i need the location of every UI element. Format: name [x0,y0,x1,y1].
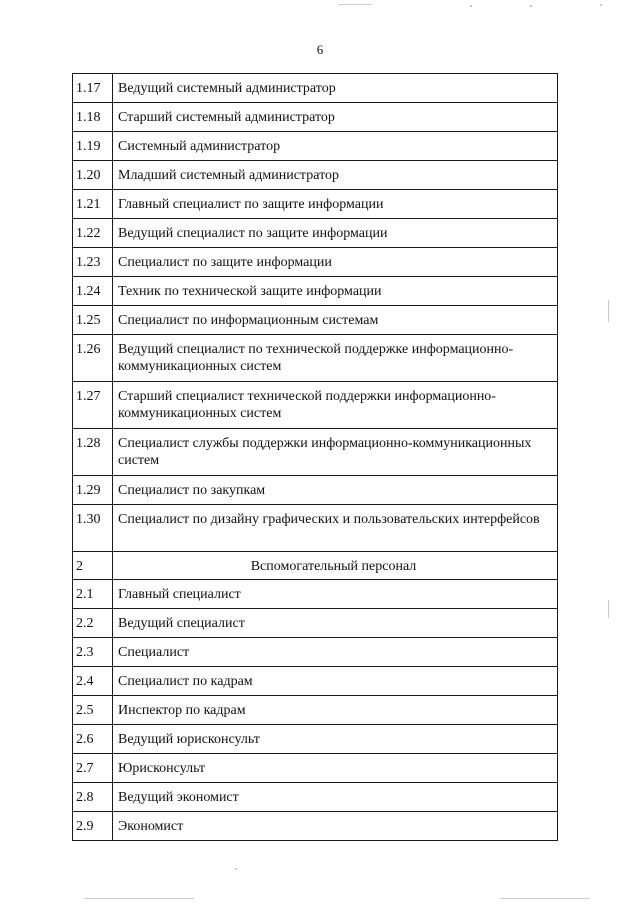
row-number: 2.6 [73,725,113,754]
table-row [73,429,558,476]
row-number: 2.4 [73,667,113,696]
table-row [73,812,558,841]
row-number: 2.9 [73,812,113,841]
position-title: Специалист по информационным системам [113,306,558,335]
position-title: Ведущий юрисконсульт [113,725,558,754]
position-title: Специалист [113,638,558,667]
table-row [73,505,558,552]
table-row [73,248,558,277]
positions-table-body [73,74,558,841]
position-title: Специалист службы поддержки информационно-коммуникационных систем [113,429,558,476]
scan-artifact [608,300,609,322]
row-number: 2.3 [73,638,113,667]
row-number: 1.28 [73,429,113,476]
position-title: Специалист по дизайну графических и пользовательских интерфейсов [113,505,558,552]
scan-artifact [530,5,532,7]
table-row [73,74,558,103]
position-title: Ведущий специалист [113,609,558,638]
table-row [73,476,558,505]
row-number: 2.8 [73,783,113,812]
table-row [73,161,558,190]
section-title: Вспомогательный персонал [113,552,558,580]
row-number: 1.27 [73,382,113,429]
position-title: Инспектор по кадрам [113,696,558,725]
scan-artifact [470,5,472,7]
table-row [73,190,558,219]
scan-artifact [500,898,590,899]
scan-artifact [600,4,602,6]
position-title: Ведущий экономист [113,783,558,812]
row-number: 1.18 [73,103,113,132]
scan-artifact [608,600,609,618]
position-title: Специалист по защите информации [113,248,558,277]
scan-artifact [338,4,372,5]
table-row [73,783,558,812]
row-number: 1.23 [73,248,113,277]
table-row [73,335,558,382]
table-row [73,667,558,696]
table-row [73,580,558,609]
table-row [73,754,558,783]
table-row [73,638,558,667]
position-title: Ведущий системный администратор [113,74,558,103]
position-title: Главный специалист [113,580,558,609]
row-number: 1.17 [73,74,113,103]
section-header-row [73,552,558,580]
positions-table [72,73,558,841]
row-number: 1.25 [73,306,113,335]
row-number: 2.7 [73,754,113,783]
position-title: Старший специалист технической поддержки информационно-коммуникационных систем [113,382,558,429]
row-number: 1.26 [73,335,113,382]
row-number: 1.19 [73,132,113,161]
row-number: 1.20 [73,161,113,190]
position-title: Техник по технической защите информации [113,277,558,306]
table-row [73,382,558,429]
table-row [73,306,558,335]
position-title: Юрисконсульт [113,754,558,783]
table-row [73,132,558,161]
position-title: Ведущий специалист по технической поддержке информационно-коммуникационных систем [113,335,558,382]
row-number: 2 [73,552,113,580]
row-number: 1.21 [73,190,113,219]
position-title: Специалист по закупкам [113,476,558,505]
scan-artifact [84,898,194,899]
row-number: 1.29 [73,476,113,505]
table-row [73,696,558,725]
row-number: 1.30 [73,505,113,552]
position-title: Специалист по кадрам [113,667,558,696]
row-number: 2.2 [73,609,113,638]
position-title: Младший системный администратор [113,161,558,190]
table-row [73,219,558,248]
row-number: 2.5 [73,696,113,725]
table-row [73,609,558,638]
row-number: 2.1 [73,580,113,609]
position-title: Экономист [113,812,558,841]
page-number: 6 [316,42,324,57]
position-title: Ведущий специалист по защите информации [113,219,558,248]
table-row [73,725,558,754]
scan-artifact [235,868,237,870]
row-number: 1.22 [73,219,113,248]
position-title: Системный администратор [113,132,558,161]
table-row [73,277,558,306]
table-row [73,103,558,132]
position-title: Старший системный администратор [113,103,558,132]
row-number: 1.24 [73,277,113,306]
position-title: Главный специалист по защите информации [113,190,558,219]
